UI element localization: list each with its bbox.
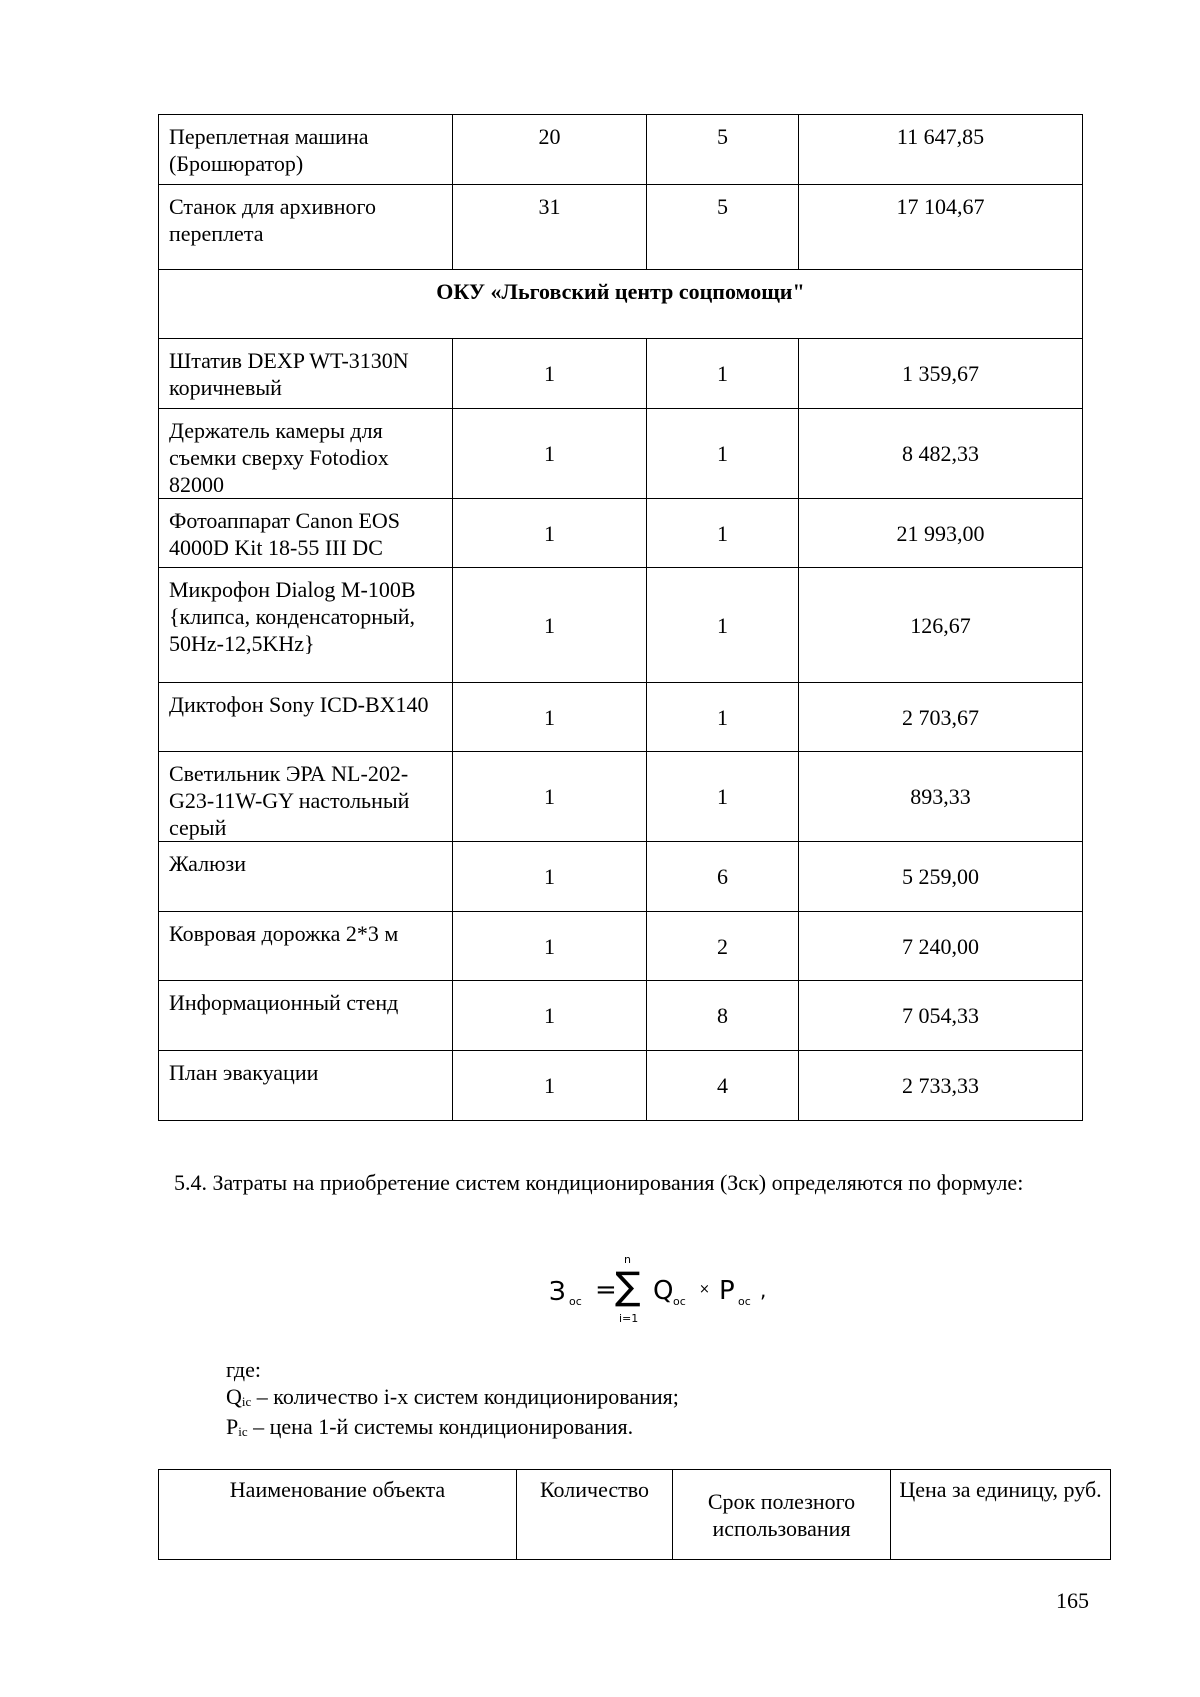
item-qty: 1 [453, 1051, 647, 1121]
formula-q: Q [653, 1276, 674, 1306]
table-row [159, 981, 1083, 1051]
item-name: Переплетная машина (Брошюратор) [159, 115, 453, 185]
table-row [159, 842, 1083, 912]
item-price: 7 240,00 [799, 912, 1083, 981]
cost-formula [549, 1252, 789, 1332]
item-qty: 1 [453, 568, 647, 683]
item-price: 2 703,67 [799, 683, 1083, 752]
item-name: Станок для архивного переплета [159, 185, 453, 270]
formula-lhs-sub: ос [569, 1295, 582, 1308]
formula-lhs: З [549, 1277, 566, 1307]
item-qty: 31 [453, 185, 647, 270]
item-name: Штатив DEXP WT-3130N коричневый [159, 339, 453, 409]
item-price: 11 647,85 [799, 115, 1083, 185]
table-row [159, 568, 1083, 683]
table-row [159, 752, 1083, 842]
table-row [159, 499, 1083, 568]
legend-p-sub: ic [238, 1424, 248, 1439]
conditioning-table [158, 1469, 1111, 1560]
item-qty: 1 [453, 842, 647, 912]
item-term: 1 [647, 339, 799, 409]
formula-p-sub: ос [738, 1295, 751, 1308]
item-term: 1 [647, 752, 799, 842]
page-number: 165 [1056, 1588, 1089, 1613]
item-name: Информационный стенд [159, 981, 453, 1051]
item-term: 4 [647, 1051, 799, 1121]
formula-equals: = [595, 1275, 617, 1305]
legend-p-line [226, 1413, 679, 1443]
item-price: 8 482,33 [799, 409, 1083, 499]
item-price: 17 104,67 [799, 185, 1083, 270]
section-row [159, 270, 1083, 339]
legend-p-symbol: P [226, 1414, 239, 1439]
formula-p: P [719, 1276, 735, 1306]
item-price: 1 359,67 [799, 339, 1083, 409]
item-name: Светильник ЭРА NL-202-G23-11W-GY настольный серый [159, 752, 453, 842]
item-name: Жалюзи [159, 842, 453, 912]
header-qty: Количество [517, 1470, 673, 1560]
item-price: 21 993,00 [799, 499, 1083, 568]
item-qty: 1 [453, 981, 647, 1051]
item-name: План эвакуации [159, 1051, 453, 1121]
item-term: 6 [647, 842, 799, 912]
formula-times: × [699, 1282, 710, 1297]
item-name: Микрофон Dialog M-100B {клипса, конденсаторный, 50Hz-12,5KHz} [159, 568, 453, 683]
item-qty: 1 [453, 912, 647, 981]
table-row [159, 683, 1083, 752]
legend-q-desc: – количество i-х систем кондиционирования; [251, 1384, 679, 1409]
table-row [159, 409, 1083, 499]
formula-upper-limit: n [624, 1253, 631, 1266]
item-qty: 1 [453, 752, 647, 842]
item-price: 2 733,33 [799, 1051, 1083, 1121]
legend-q-symbol: Q [226, 1384, 242, 1409]
item-qty: 1 [453, 409, 647, 499]
item-term: 8 [647, 981, 799, 1051]
equipment-table [158, 114, 1083, 1121]
table-row [159, 185, 1083, 270]
table-row [159, 339, 1083, 409]
table-row [159, 912, 1083, 981]
item-term: 5 [647, 115, 799, 185]
item-name: Диктофон Sony ICD-BX140 [159, 683, 453, 752]
table-header-row [159, 1470, 1111, 1560]
item-qty: 20 [453, 115, 647, 185]
formula-q-sub: ос [673, 1295, 686, 1308]
item-term: 1 [647, 409, 799, 499]
legend-intro: где: [226, 1357, 261, 1382]
formula-end: , [760, 1278, 767, 1302]
item-term: 1 [647, 499, 799, 568]
item-price: 893,33 [799, 752, 1083, 842]
legend-q-line [226, 1383, 679, 1413]
item-term: 2 [647, 912, 799, 981]
header-term: Срок полезного использования [673, 1470, 891, 1560]
item-term: 1 [647, 683, 799, 752]
item-name: Фотоаппарат Canon EOS 4000D Kit 18-55 III DC [159, 499, 453, 568]
item-price: 126,67 [799, 568, 1083, 683]
header-price: Цена за единицу, руб. [891, 1470, 1111, 1560]
table-row [159, 115, 1083, 185]
item-qty: 1 [453, 683, 647, 752]
item-name: Держатель камеры для съемки сверху Fotodiox 82000 [159, 409, 453, 499]
sigma-icon: ∑ [615, 1264, 641, 1308]
table-row [159, 1051, 1083, 1121]
item-qty: 1 [453, 339, 647, 409]
section-paragraph: 5.4. Затраты на приобретение систем кондиционирования (Зск) определяются по формуле: [174, 1170, 1024, 1195]
item-qty: 1 [453, 499, 647, 568]
item-price: 5 259,00 [799, 842, 1083, 912]
item-term: 5 [647, 185, 799, 270]
section-title: ОКУ «Льговский центр соцпомощи" [159, 270, 1083, 339]
formula-legend [226, 1356, 679, 1443]
item-price: 7 054,33 [799, 981, 1083, 1051]
formula-lower-limit: i=1 [619, 1312, 639, 1325]
legend-p-desc: – цена 1-й системы кондиционирования. [247, 1414, 634, 1439]
legend-q-sub: ic [241, 1394, 252, 1409]
header-name: Наименование объекта [159, 1470, 517, 1560]
item-term: 1 [647, 568, 799, 683]
item-name: Ковровая дорожка 2*3 м [159, 912, 453, 981]
